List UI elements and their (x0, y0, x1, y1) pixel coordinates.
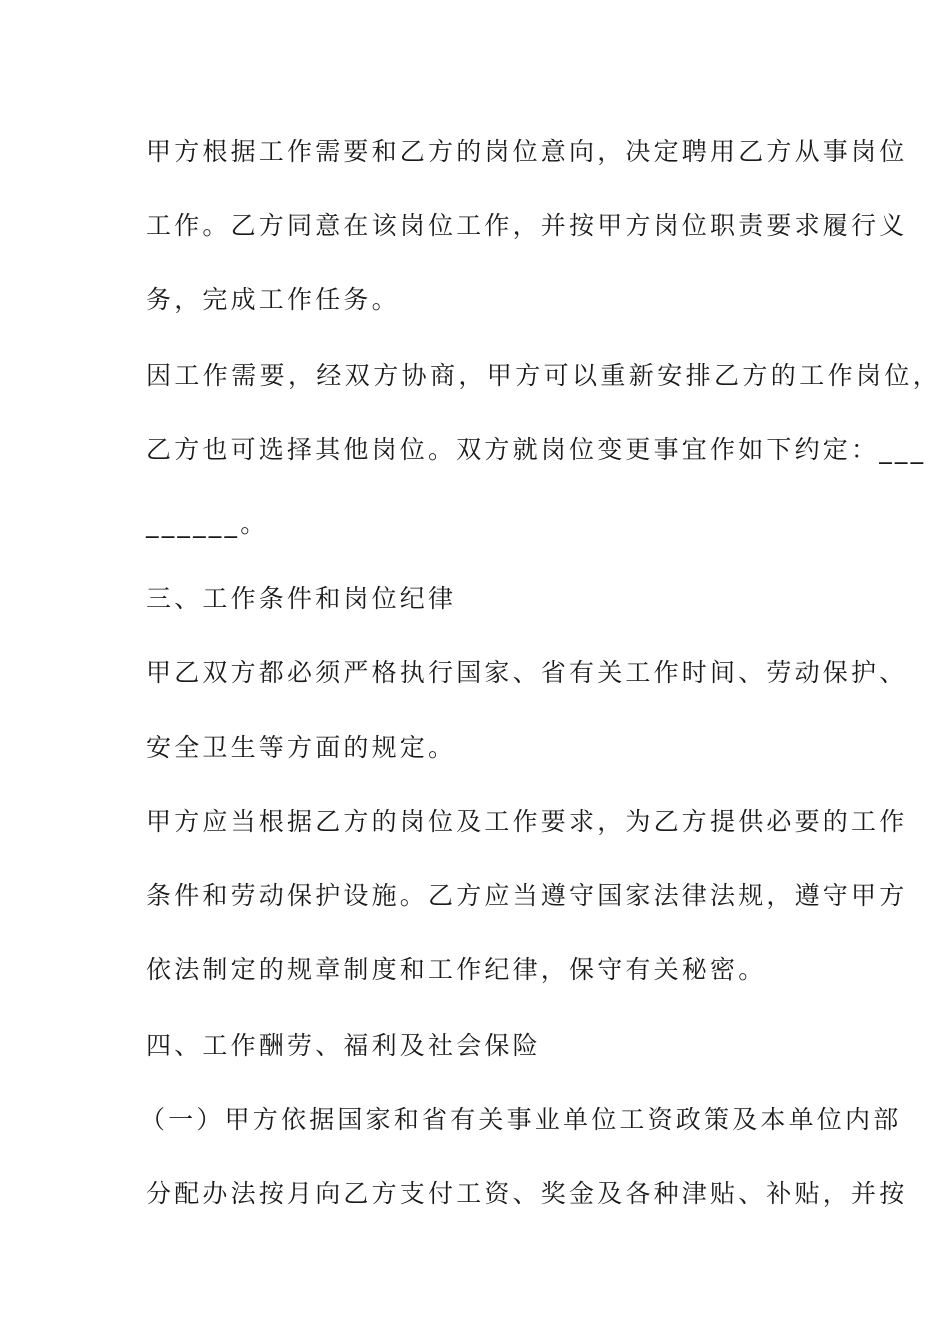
paragraph-line: 因工作需要，经双方协商，甲方可以重新安排乙方的工作岗位， (146, 361, 942, 390)
paragraph-line: （一）甲方依据国家和省有关事业单位工资政策及本单位内部 (140, 1105, 902, 1134)
section-heading: 四、工作酬劳、福利及社会保险 (146, 1031, 541, 1060)
paragraph-line: 工作。乙方同意在该岗位工作，并按甲方岗位职责要求履行义 (146, 211, 908, 240)
paragraph-line: 分配办法按月向乙方支付工资、奖金及各种津贴、补贴，并按 (146, 1179, 908, 1208)
paragraph-line: 甲方应当根据乙方的岗位及工作要求，为乙方提供必要的工作 (146, 807, 908, 836)
paragraph-line: 依法制定的规章制度和工作纪律，保守有关秘密。 (146, 955, 767, 984)
paragraph-line: 乙方也可选择其他岗位。双方就岗位变更事宜作如下约定：___ (146, 435, 927, 464)
paragraph-line: 条件和劳动保护设施。乙方应当遵守国家法律法规，遵守甲方 (146, 881, 908, 910)
paragraph-line: 甲方根据工作需要和乙方的岗位意向，决定聘用乙方从事岗位 (146, 137, 908, 166)
paragraph-line: 务，完成工作任务。 (146, 285, 400, 314)
section-heading: 三、工作条件和岗位纪律 (146, 584, 457, 613)
paragraph-line: ______。 (146, 509, 269, 538)
paragraph-line: 甲乙双方都必须严格执行国家、省有关工作时间、劳动保护、 (146, 658, 908, 687)
paragraph-line: 安全卫生等方面的规定。 (146, 733, 457, 762)
